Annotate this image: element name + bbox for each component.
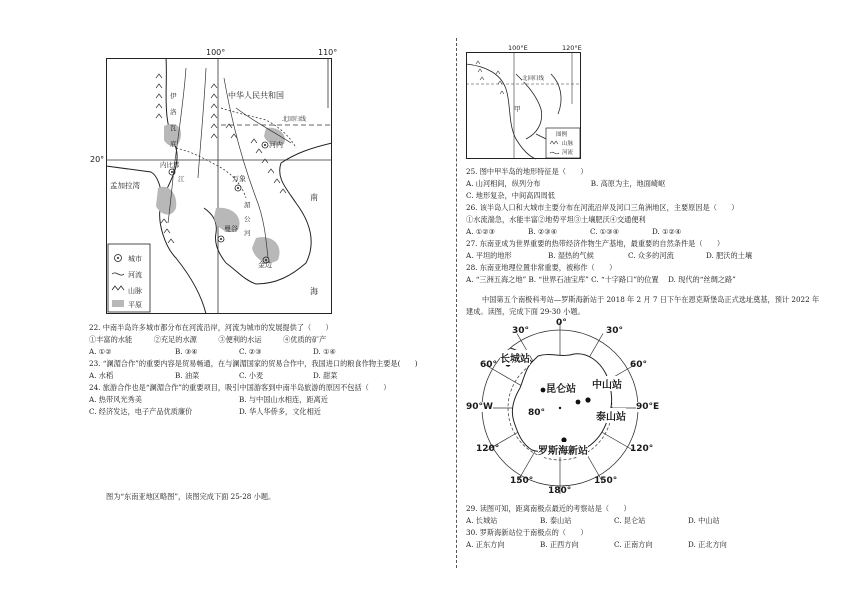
polar-30a-label: 30°	[512, 326, 530, 336]
map1-tropic-label: 北回归线	[282, 116, 307, 123]
map2-lon100-label: 100°E	[508, 44, 528, 52]
polar-30b-label: 30°	[606, 326, 624, 336]
polar-90w-label: 90°W	[466, 402, 493, 412]
map2-jia-label: 甲	[514, 105, 521, 113]
map1-bay-label: 孟加拉湾	[110, 181, 140, 190]
question-22-options	[89, 347, 429, 357]
polar-90e-label: 90°E	[636, 402, 660, 412]
question-24: 24. 旅游合作也是“澜湄合作”的重要项目，吸引中国游客到中南半岛旅游的原因不包括（ ）	[89, 383, 391, 392]
question-30-options	[466, 540, 806, 550]
question-24-options-ab	[89, 395, 429, 405]
polar-60a-label: 60°	[480, 360, 498, 370]
intro-29-30-line2: 建成。读图，完成下面 29-30 小题。	[466, 307, 585, 316]
option-b[interactable]: B. 油菜	[175, 371, 200, 380]
station-great-wall-label: 长城站	[500, 350, 530, 365]
question-28: 28. 东南亚地理位置非常重要，被称作（ ）	[466, 263, 617, 272]
option-d[interactable]: D. 正北方向	[688, 540, 727, 549]
polar-150b-label: 150°	[594, 476, 618, 486]
question-22-statements: ①丰富的水能 ②充足的水源 ③便利的水运 ④优质的矿产	[89, 335, 327, 344]
option-a[interactable]: A. 平坦的地形	[466, 251, 512, 260]
question-26-statements: ①水流湍急，水能丰富②地势平坦③土壤肥沃④交通便利	[466, 215, 646, 224]
option-a[interactable]: A. 水稻	[89, 371, 114, 380]
question-26: 26. 该半岛人口和大城市主要分布在河流沿岸及河口三角洲地区，主要原因是（ ）	[466, 203, 739, 212]
southeast-asia-map	[90, 48, 338, 314]
question-30: 30. 罗斯海新站位于南极点的（ ）	[466, 528, 588, 537]
map2-legend-mountain: 山脉	[562, 141, 574, 147]
map2-tropic-label: 北回归线	[522, 76, 545, 82]
station-taishan-label: 泰山站	[596, 408, 626, 423]
option-d[interactable]: D. 中山站	[688, 516, 720, 525]
option-c[interactable]: C. 众多的河流	[628, 251, 674, 260]
station-zhongshan-label: 中山站	[592, 376, 622, 391]
polar-0-label: 0°	[556, 318, 567, 328]
polar-120a-label: 120°	[476, 444, 500, 454]
option-d[interactable]: D. 华人华侨多，文化相近	[239, 407, 321, 416]
polar-180-label: 180°	[548, 486, 572, 496]
question-23-options	[89, 371, 429, 381]
intro-29-30-line1: 中国第五个南极科考站—罗斯海新站于 2018 年 2 月 7 日下午在恩克斯堡岛正式选址奠基，预计 2022 年	[482, 295, 820, 304]
polar-60b-label: 60°	[630, 360, 648, 370]
option-b[interactable]: B. 湿热的气候	[548, 251, 594, 260]
option-a[interactable]: A. 长城站	[466, 516, 498, 525]
question-26-options	[466, 227, 806, 237]
question-25: 25. 图中甲半岛的地形特征是（ ）	[466, 167, 588, 176]
option-a[interactable]: A. 正东方向	[466, 540, 505, 549]
city-bangkok-label: 曼谷	[224, 225, 238, 233]
map1-sea-label: 海	[310, 287, 318, 296]
city-vientiane-label: 万象	[232, 175, 246, 183]
polar-120b-label: 120°	[630, 444, 654, 454]
option-c[interactable]: C. 正南方向	[614, 540, 653, 549]
option-c[interactable]: C. 小麦	[239, 371, 264, 380]
city-hanoi-label: 河内	[269, 141, 283, 149]
map1-lon110-label: 110°	[318, 48, 338, 57]
question-29: 29. 读图可知，距离南极点最近的考察站是（ ）	[466, 504, 631, 513]
option-c[interactable]: C. 经济发达，电子产品优质廉价	[89, 407, 193, 416]
mountain-chars-label: 伊 洛 瓦 底	[170, 92, 177, 148]
option-c[interactable]: C. 昆仑站	[614, 516, 646, 525]
question-27-options	[466, 251, 806, 261]
map1-lon100-label: 100°	[206, 48, 226, 57]
intro-25-28: 图为“东南亚地区略图”，读图完成下面 25-28 小题。	[106, 492, 276, 501]
antarctica-polar-map	[466, 318, 670, 502]
option-b[interactable]: B. 泰山站	[540, 516, 572, 525]
option-d[interactable]: D. ①④	[313, 347, 336, 356]
option-a[interactable]: A. ①②	[89, 347, 112, 356]
question-29-options	[466, 516, 806, 526]
map1-lat20-label: 20°	[90, 155, 105, 164]
map1-china-label: 中华人民共和国	[228, 91, 284, 100]
legend-plain-label: 平原	[128, 301, 142, 309]
question-23: 23. “澜湄合作”的重要内容是贸易畅通，在与澜湄国家的贸易合作中，我国进口的粮食作物主要是( )	[89, 359, 418, 368]
option-a[interactable]: A. ①②③	[466, 227, 496, 236]
question-25-option-c[interactable]: C. 地形复杂，中间高四周低	[466, 191, 555, 200]
city-phnom-penh-label: 金边	[258, 261, 272, 269]
option-a[interactable]: A. 热带风光秀美	[89, 395, 142, 404]
map2-lon120-label: 120°E	[562, 44, 582, 52]
river-mekong-label: 湄 公 河	[244, 201, 251, 237]
column-divider	[456, 38, 457, 568]
option-c[interactable]: C. ①③④	[590, 227, 620, 236]
polar-150a-label: 150°	[510, 476, 534, 486]
option-b[interactable]: B. ②③④	[528, 227, 558, 236]
legend-mountain-label: 山脉	[128, 287, 142, 295]
option-c[interactable]: C. ②③	[239, 347, 262, 356]
option-d[interactable]: D. 甜菜	[313, 371, 338, 380]
option-b[interactable]: B. ③④	[175, 347, 198, 356]
southeast-asia-small-map	[466, 44, 582, 160]
map2-legend-title: 图例	[556, 132, 568, 138]
question-24-options-cd	[89, 407, 429, 417]
station-ross-sea-label: 罗斯海新站	[538, 442, 588, 457]
option-b[interactable]: B. 正西方向	[540, 540, 579, 549]
question-22: 22. 中南半岛许多城市都分布在河流沿岸，河流为城市的发展提供了（ ）	[89, 323, 333, 332]
legend-river-label: 河流	[128, 271, 142, 279]
legend-city-label: 城市	[128, 255, 142, 263]
station-kunlun-label: 昆仑站	[546, 380, 576, 395]
map2-legend-river: 河流	[562, 150, 574, 156]
option-b[interactable]: B. 与中国山水相连，距离近	[239, 395, 328, 404]
city-naypyidaw-label: 内比都	[160, 161, 180, 169]
question-25-options-ab[interactable]: A. 山河相间，纵列分布 B. 高原为主，地面崎岖	[466, 179, 666, 188]
polar-80-label: 80°	[528, 408, 546, 418]
question-28-options[interactable]: A. “三洲五海之地” B. “世界石油宝库” C. “十字路口”的位置 D. 现代的“丝绸之路”	[466, 275, 736, 284]
question-27: 27. 东南亚成为世界重要的热带经济作物生产基地，最重要的自然条件是（ ）	[466, 239, 725, 248]
option-d[interactable]: D. ①②④	[652, 227, 682, 236]
option-d[interactable]: D. 肥沃的土壤	[706, 251, 753, 260]
map1-south-label: 南	[310, 193, 318, 202]
river-jiang-label: 江	[178, 175, 185, 183]
